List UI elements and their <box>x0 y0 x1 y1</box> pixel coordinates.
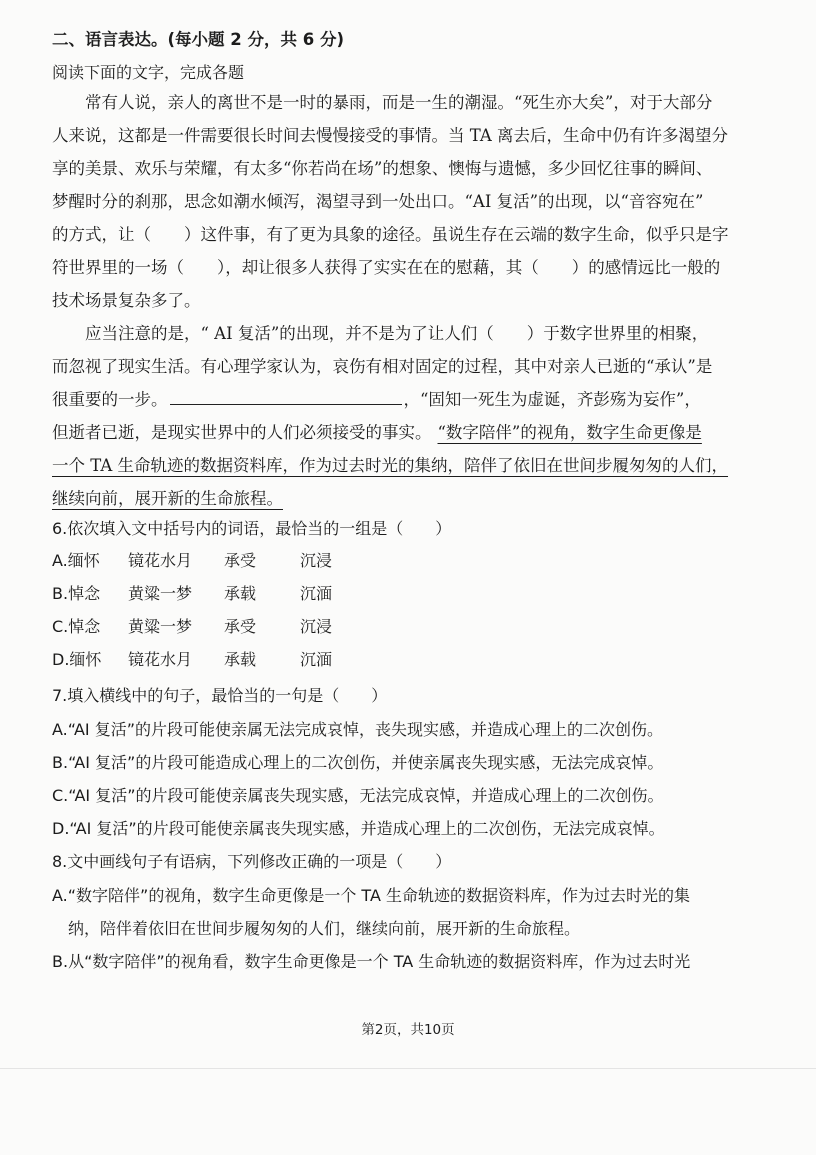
passage-line: 人来说，这都是一件需要很长时间去慢慢接受的事情。当 TA 离去后，生命中仍有许多渴望分 <box>52 126 729 145</box>
option-word: 沉浸 <box>300 617 333 636</box>
passage-line: 常有人说，亲人的离世不是一时的暴雨，而是一生的潮湿。“死生亦大矣”，对于大部分 <box>85 93 713 112</box>
underlined-sentence: 一个 TA 生命轨迹的数据资料库，作为过去时光的集纳，陪伴了依旧在世间步履匆匆的人们， <box>52 456 729 475</box>
question-6-option-d <box>52 650 332 670</box>
passage-text: ，“固知一死生为虚诞，齐彭殇为妄作”， <box>403 390 701 409</box>
question-6-option-c <box>52 617 332 637</box>
option-word: D.缅怀 <box>52 650 102 669</box>
passage-line <box>52 390 701 410</box>
passage-line: 享的美景、欢乐与荣耀，有太多“你若尚在场”的想象、懊悔与遗憾，多少回忆往事的瞬间、 <box>52 159 713 178</box>
option-word: C.悼念 <box>52 617 101 636</box>
option-word: 承受 <box>224 551 257 570</box>
question-7-option-c: C.“AI 复活”的片段可能使亲属丧失现实感，无法完成哀悼，并造成心理上的二次创伤。 <box>52 786 664 805</box>
option-word: 承受 <box>224 617 257 636</box>
passage-line: 技术场景复杂多了。 <box>52 291 201 310</box>
passage-text: 很重要的一步。 <box>52 390 168 409</box>
passage-line: 的方式，让（ ）这件事，有了更为具象的途径。虽说生存在云端的数字生命，似乎只是字 <box>52 225 729 244</box>
option-word: 黄粱一梦 <box>128 617 193 636</box>
question-8-option-a: A.“数字陪伴”的视角，数字生命更像是一个 TA 生命轨迹的数据资料库，作为过去时光的集 <box>52 886 690 905</box>
passage-line: 应当注意的是，“ AI 复活”的出现，并不是为了让人们（ ）于数字世界里的相聚， <box>85 324 709 343</box>
option-word: A.缅怀 <box>52 551 100 570</box>
option-word: B.悼念 <box>52 584 101 603</box>
question-7-option-d: D.“AI 复活”的片段可能使亲属丧失现实感，并造成心理上的二次创伤，无法完成哀悼。 <box>52 819 665 838</box>
passage-line: 而忽视了现实生活。有心理学家认为，哀伤有相对固定的过程，其中对亲人已逝的“承认”是 <box>52 357 713 376</box>
option-word: 镜花水月 <box>128 650 193 669</box>
question-6-stem: 6.依次填入文中括号内的词语，最恰当的一组是（ ） <box>52 519 452 538</box>
reading-instruction: 阅读下面的文字，完成各题 <box>52 63 245 82</box>
page-number: 第2页，共10页 <box>361 1022 455 1038</box>
divider <box>0 1068 816 1069</box>
option-word: 沉湎 <box>300 584 333 603</box>
question-8-stem: 8.文中画线句子有语病，下列修改正确的一项是（ ） <box>52 852 452 871</box>
option-word: 沉湎 <box>300 650 333 669</box>
underlined-sentence: “数字陪伴”的视角，数字生命更像是 <box>437 423 702 442</box>
option-word: 沉浸 <box>300 551 333 570</box>
passage-line: 符世界里的一场（ ），却让很多人获得了实实在在的慰藉，其（ ）的感情远比一般的 <box>52 258 721 277</box>
fill-blank-line <box>170 392 402 405</box>
question-7-option-b: B.“AI 复活”的片段可能造成心理上的二次创伤，并使亲属丧失现实感，无法完成哀悼。 <box>52 753 664 772</box>
question-6-option-b <box>52 584 332 604</box>
passage-text: 但逝者已逝，是现实世界中的人们必须接受的事实。 <box>52 423 432 442</box>
option-word: 黄粱一梦 <box>128 584 193 603</box>
question-6-option-a <box>52 551 332 571</box>
section-title: 二、语言表达。(每小题 2 分，共 6 分) <box>52 30 345 49</box>
option-word: 承载 <box>224 650 257 669</box>
question-8-option-b: B.从“数字陪伴”的视角看，数字生命更像是一个 TA 生命轨迹的数据资料库，作为过去时光 <box>52 952 691 971</box>
underlined-sentence: 继续向前，展开新的生命旅程。 <box>52 489 283 508</box>
question-7-option-a: A.“AI 复活”的片段可能使亲属无法完成哀悼，丧失现实感，并造成心理上的二次创伤。 <box>52 720 664 739</box>
option-word: 承载 <box>224 584 257 603</box>
passage-line <box>52 423 702 443</box>
passage-line: 梦醒时分的刹那，思念如潮水倾泻，渴望寻到一处出口。“AI 复活”的出现，以“音容宛在” <box>52 192 704 211</box>
question-8-option-a-cont: 纳，陪伴着依旧在世间步履匆匆的人们，继续向前，展开新的生命旅程。 <box>68 919 581 938</box>
question-7-stem: 7.填入横线中的句子，最恰当的一句是（ ） <box>52 686 388 705</box>
option-word: 镜花水月 <box>128 551 193 570</box>
